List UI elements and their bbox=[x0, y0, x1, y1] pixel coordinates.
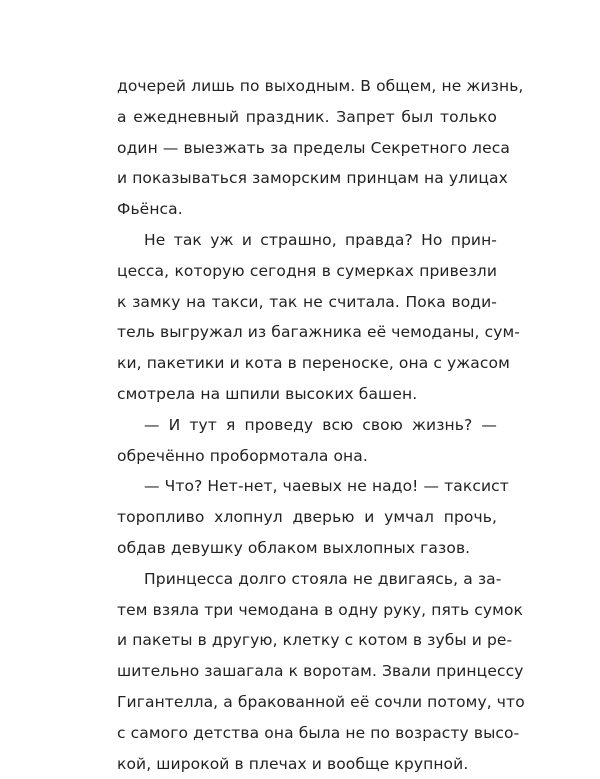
text-line: дочерей лишь по выходным. В общем, не жизнь, bbox=[117, 77, 524, 95]
text-line: Не так уж и страшно, правда? Но прин- bbox=[144, 230, 497, 249]
text-line: торопливо хлопнул дверью и умчал прочь, bbox=[117, 508, 497, 527]
text-line: шительно зашагала к воротам. Звали принцессу bbox=[117, 662, 524, 681]
text-line: обдав девушку облаком выхлопных газов. bbox=[117, 538, 471, 557]
text-line: тем взяла три чемодана в одну руку, пять сумок bbox=[117, 600, 524, 619]
text-line: цесса, которую сегодня в сумерках привезли bbox=[117, 261, 497, 280]
text-line: ки, пакетики и кота в переноске, она с ужасом bbox=[117, 354, 510, 373]
page-text bbox=[117, 71, 525, 779]
text-line: Фьёнса. bbox=[117, 200, 183, 219]
text-line: один — выезжать за пределы Секретного леса bbox=[117, 138, 510, 157]
text-line: и показываться заморским принцам на улицах bbox=[117, 169, 508, 188]
text-line: с самого детства она была не по возрасту высо- bbox=[117, 723, 520, 742]
text-line: кой, широкой в плечах и вообще крупной. bbox=[117, 754, 469, 773]
text-line: тель выгружал из багажника её чемоданы, сум- bbox=[117, 323, 520, 342]
text-line: — И тут я проведу всю свою жизнь? — bbox=[144, 415, 497, 434]
text-line: и пакеты в другую, клетку с котом в зубы и ре- bbox=[117, 631, 513, 650]
text-line: Принцесса долго стояла не двигаясь, а за- bbox=[144, 569, 502, 588]
text-line: обречённо пробормотала она. bbox=[117, 446, 368, 465]
text-line: — Что? Нет-нет, чаевых не надо! — таксист bbox=[144, 477, 509, 496]
text-line: к замку на такси, так не считала. Пока води- bbox=[117, 292, 497, 311]
text-line: а ежедневный праздник. Запрет был только bbox=[117, 107, 497, 126]
text-line: Гигантелла, а бракованной её сочли потому, что bbox=[117, 692, 525, 711]
text-line: смотрела на шпили высоких башен. bbox=[117, 384, 418, 403]
